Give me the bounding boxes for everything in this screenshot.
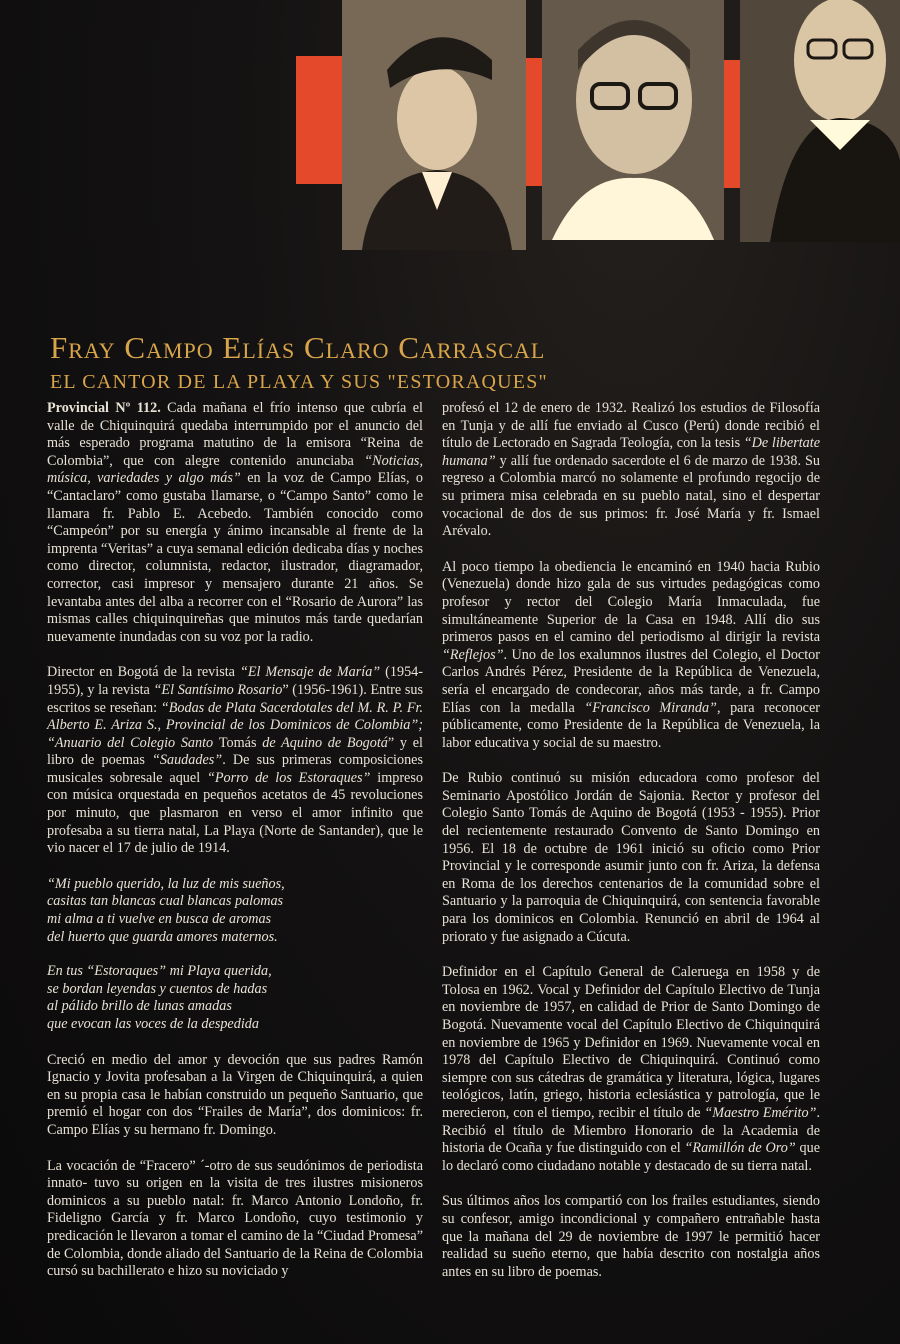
right-column bbox=[442, 400, 820, 1299]
left-paragraph-3: Creció en medio del amor y devoción que sus padres Ramón Ignacio y Jovita profesaban a la Virgen de Chiquinquirá, a quien en su propia casa le habían construido un pequeño Santuario, que premió el hogar con dos “Frailes de María”, dos dominicos: fr. Campo Elías y su hermano fr. Domingo. bbox=[47, 1051, 423, 1138]
poem-line: se bordan leyendas y cuentos de hadas bbox=[47, 980, 268, 997]
italic-span: de Aquino de Bogotá bbox=[262, 734, 388, 751]
italic-span: “Ramillón de Oro” bbox=[684, 1140, 796, 1157]
article-title bbox=[50, 330, 545, 366]
poem-line: “Mi pueblo querido, la luz de mis sueños, bbox=[47, 875, 285, 892]
poem-line: del huerto que guarda amores maternos. bbox=[47, 928, 278, 945]
article-subtitle-text: EL CANTOR DE LA PLAYA Y SUS "ESTORAQUES" bbox=[50, 371, 548, 393]
text-span: profesó el 12 de enero de 1932. Realizó los estudios de Filosofía en Tunja y de allí fue enviado al Cusco (Perú) donde recibió el título de Lectorado en Sagrada Teología, con la tesis bbox=[442, 400, 820, 452]
article-title-text: Fray Campo Elías Claro Carrascal bbox=[50, 330, 546, 365]
left-paragraph-2 bbox=[47, 664, 423, 858]
orange-accent-block-left bbox=[296, 56, 342, 184]
text-span: Tomás bbox=[218, 734, 263, 751]
text-span: Director en Bogotá de la revista bbox=[47, 664, 240, 681]
italic-span: “Reflejos” bbox=[442, 646, 504, 663]
poem-line: En tus “Estoraques” mi Playa querida, bbox=[47, 963, 272, 980]
italic-span: “El Santísimo Rosario bbox=[153, 681, 283, 698]
left-paragraph-4: La vocación de “Fracero” ´-otro de sus seudónimos de periodista innato- tuvo su origen en la visita de tres ilustres misioneros dominicos a su pueblo natal: fr. Marco Antonio Londoño, fr. Fideligno García y fr. Marco Londoño, cuyo testimonio y predicación le llevaron a tomar el camino de la “Ciudad Promesa” de Colombia, donde aliado del Santuario de la Reina de Colombia cursó su bachillerato e hizo su noviciado y bbox=[47, 1157, 423, 1280]
right-paragraph-1 bbox=[442, 400, 820, 541]
italic-span: “Noticias, música, variedades y algo más” bbox=[47, 452, 423, 487]
text-span: . Uno de los exalumnos ilustres del Colegio, el Doctor Carlos Andrés Pérez, Presidente de la República de Venezuela, sería el encargado de condecorar, años más tarde, a fr. Campo Elías con la medalla bbox=[442, 646, 820, 716]
left-column bbox=[47, 400, 423, 1299]
italic-span: “Maestro Emérito” bbox=[704, 1104, 817, 1121]
right-paragraph-2 bbox=[442, 559, 820, 753]
poem-line: casitas tan blancas cual blancas palomas bbox=[47, 893, 284, 910]
text-span: . Recibió el título de Miembro Honorario de la Academia de historia de Ocaña y fue distinguido con el bbox=[442, 1104, 820, 1157]
poem-line: que evocan las voces de la despedida bbox=[47, 1016, 259, 1032]
italic-span: “De libertate humana” bbox=[442, 435, 820, 469]
text-span: (1954-1955), y la revista bbox=[47, 664, 424, 698]
text-span: Al poco tiempo la obediencia le encaminó en 1940 hacia Rubio (Venezuela) donde hizo gala de sus virtudes pedagógicas como profesor y rector del Colegio María Inmaculada, fue simultáneamente Superior de la Casa en 1948. Allí dio sus primeros pasos en el camino del periodismo al dirigir la revista bbox=[442, 558, 820, 646]
poem-line: mi alma a ti vuelve en busca de aromas bbox=[47, 911, 272, 928]
italic-span: “Bodas de Plata Sacerdotales del M. R. P. Fr. Alberto E. Ariza S., Provincial de los Dominicos de Colombia”; “Anuario del Colegio Santo bbox=[47, 699, 423, 751]
poem-stanza-gap bbox=[47, 946, 423, 963]
orange-accent-block-right bbox=[724, 60, 740, 188]
text-span: . De sus primeras composiciones musicales sobresale aquel bbox=[47, 752, 424, 786]
right-paragraph-4 bbox=[442, 964, 820, 1175]
orange-accent-block-middle bbox=[526, 58, 542, 186]
portrait-habit-illustration bbox=[740, 0, 900, 242]
italic-span: “Francisco Miranda” bbox=[584, 699, 717, 716]
portrait-youth-illustration bbox=[342, 0, 526, 250]
text-span: en la voz de Campo Elías, o “Cantaclaro” como gustaba llamarse, o “Campo Santo” como le llamara fr. Pablo E. Acebedo. También conocido como “Campeón” por su energía y ánimo incansable al frente de la imprenta “Veritas” a cuya semanal edición dedicaba días y noches como director, columnista, redactor, ilustrador, diagramador, corrector, casi impresor y mensajero durante 21 años. Se levantaba antes del alba a recorrer con el “Rosario de Aurora” las mismas calles chiquinquireñas que minutos más tarde quedarían nuevamente inundadas con su voz por la radio. bbox=[47, 470, 424, 645]
text-span: ” (1956-1961). Entre sus escritos se reseñan: bbox=[47, 681, 423, 716]
text-span: ” y el libro de poemas bbox=[47, 734, 423, 769]
poem-block bbox=[47, 876, 423, 1034]
text-span: Definidor en el Capítulo General de Caleruega en 1958 y de Tolosa en 1962. Vocal y Definidor del Capítulo Electivo de Tunja en noviembre de 1957, en calidad de Prior de Santo Domingo de Bogotá. Nuevamente vocal del Capítulo Electivo de Chiquinquirá en noviembre de 1965 y Definidor en 1969. Nuevamente vocal en 1978 del Capítulo Electivo de Chiquinquirá. Continuó como siempre con sus cátedras de gramática y literatura, lógica, lugares teológicos, latín, griego, historia eclesiástica y patrología, que le merecieron, con el tiempo, recibir el título de bbox=[442, 964, 820, 1121]
italic-span: “Saudades” bbox=[152, 752, 223, 769]
portrait-photo-youth bbox=[342, 0, 526, 250]
text-span: y allí fue ordenado sacerdote el 6 de marzo de 1938. Su regreso a Colombia marcó no solamente el profundo regocijo de su primera misa celebrada en su pueblo natal, sino el despertar vocacional de dos de sus primos: fr. José María y fr. Ismael Arévalo. bbox=[442, 452, 820, 540]
italic-span: “Porro de los Estoraques” bbox=[206, 769, 371, 786]
left-paragraph-1 bbox=[47, 400, 423, 646]
right-paragraph-3: De Rubio continuó su misión educadora como profesor del Seminario Apostólico Jordán de Sajonia. Rector y profesor del Colegio Santo Tomás de Aquino de Bogotá (1953 - 1955). Prior del recientemente restaurado Convento de Santo Domingo en 1956. El 18 de octubre de 1961 inició su oficio como Prior Provincial y le corresponde asumir junto con fr. Ariza, la defensa en Roma de los derechos centenarios de la comunidad sobre el Santuario y la parroquia de Chiquinquirá, con sentencia favorable para los dominicos en Colombia. Renunció en abril de 1964 al priorato y fue asignado a Cúcuta. bbox=[442, 770, 820, 945]
portrait-photo-habit bbox=[740, 0, 900, 242]
text-span: impreso con música orquestada en pequeños acetatos de 45 revoluciones por minuto, que plasmaron en verso el amor infinito que profesaba a su tierra natal, La Playa (Norte de Santander), que le vio nacer el 17 de julio de 1914. bbox=[47, 769, 423, 857]
provincial-number: Provincial Nº 112. bbox=[47, 400, 161, 416]
poem-line: al pálido brillo de lunas amadas bbox=[47, 998, 232, 1015]
portrait-photo-glasses bbox=[542, 0, 724, 240]
text-span: que lo declaró como ciudadano notable y destacado de su tierra natal. bbox=[442, 1140, 820, 1174]
portrait-glasses-illustration bbox=[542, 0, 724, 240]
article-subtitle bbox=[50, 371, 548, 394]
text-span: Cada mañana el frío intenso que cubría el valle de Chiquinquirá quedaba interrumpido por el anuncio del más esperado programa matutino de la emisora “Reina de Colombia”, que con alegre contenido anunciaba bbox=[47, 400, 423, 469]
text-span: , para reconocer públicamente, como Presidente de la República de Venezuela, la labor educativa y social de su maestro. bbox=[442, 699, 820, 751]
italic-span: “El Mensaje de María” bbox=[239, 664, 381, 681]
right-paragraph-5: Sus últimos años los compartió con los frailes estudiantes, siendo su confesor, amigo incondicional y compañero entrañable hasta que la mañana del 29 de noviembre de 1997 le permitió hacer realidad su sueño eterno, que había descrito con nostalgia años antes en su libro de poemas. bbox=[442, 1193, 820, 1280]
